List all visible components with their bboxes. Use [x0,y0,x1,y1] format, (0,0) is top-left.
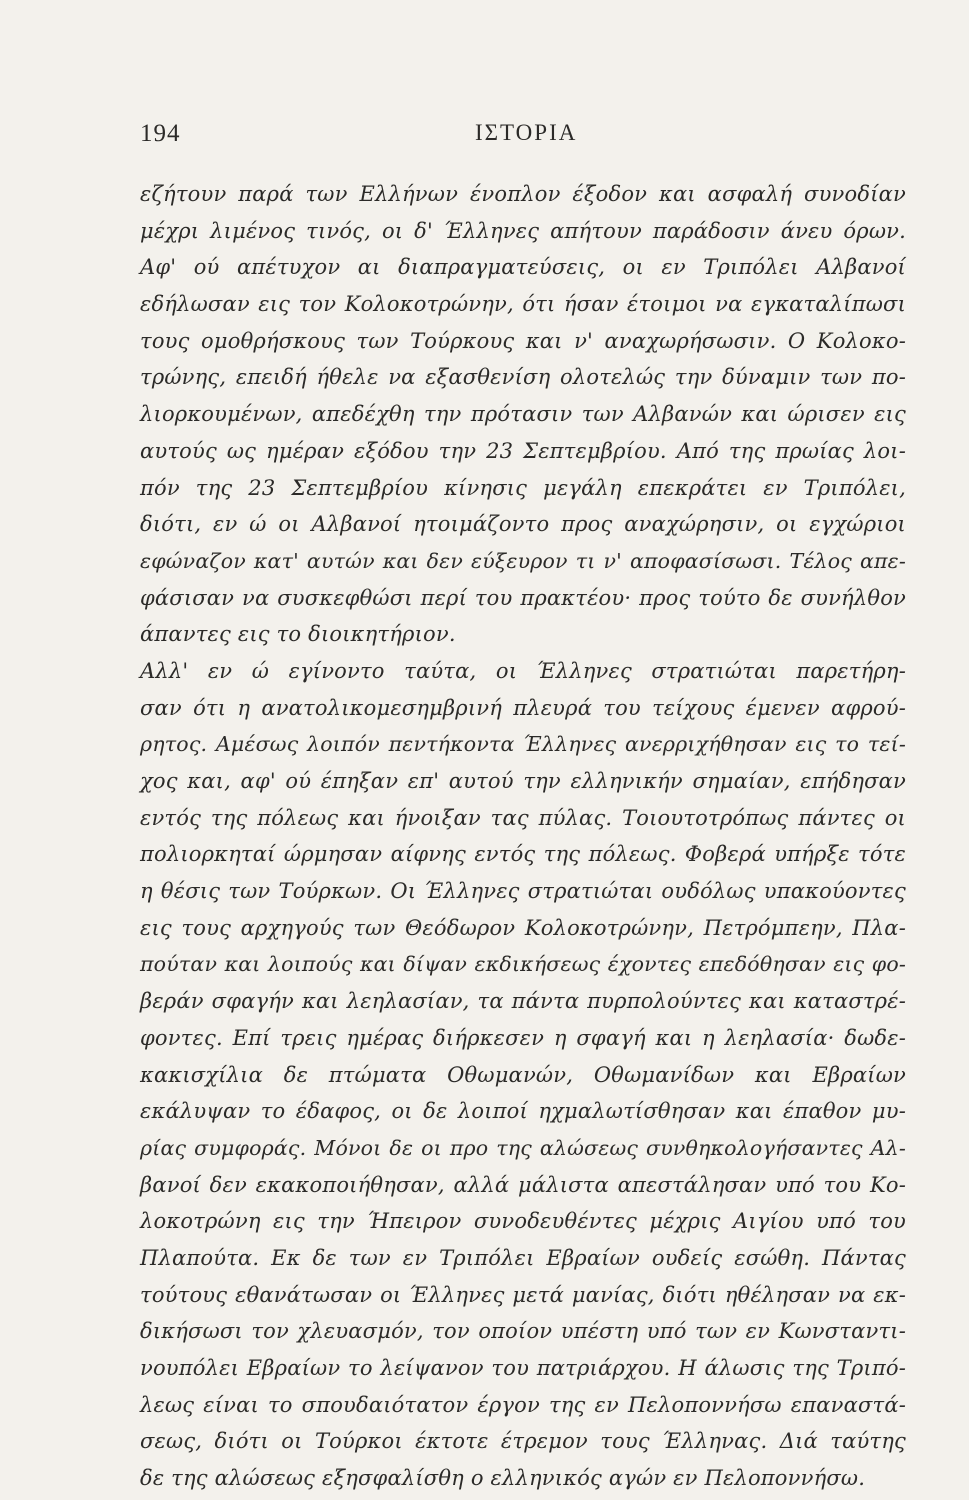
text-line: ρίας συμφοράς. Μόνοι δε οι προ της αλώσεως συνθηκολογήσαντες Αλ- [140,1135,906,1160]
running-title: ΙΣΤΟΡΙΑ [475,120,578,145]
text-line: σαν ότι η ανατολικομεσημβρινή πλευρά του τείχους έμενεν αφρού- [140,695,906,720]
paragraph-end-line: άπαντες εις το διοικητήριον. [140,622,456,647]
text-line: πολιορκηταί ώρμησαν αίφνης εντός της πόλεως. Φοβερά υπήρξε τότε [140,842,906,867]
text-line: βεράν σφαγήν και λεηλασίαν, τα πάντα πυρπολούντες και καταστρέ- [140,989,906,1014]
text-line: φάσισαν να συσκεφθώσι περί του πρακτέου· προς τούτο δε συνήλθον [140,585,906,610]
text-line: η θέσις των Τούρκων. Οι Έλληνες στρατιώται ουδόλως υπακούοντες [140,879,906,904]
text-line: κακισχίλια δε πτώματα Οθωμανών, Οθωμανίδων και Εβραίων [140,1062,906,1087]
text-line: εκάλυψαν το έδαφος, οι δε λοιποί ηχμαλωτίσθησαν και έπαθον μυ- [140,1099,906,1124]
text-line: μέχρι λιμένος τινός, οι δ' Έλληνες απήτουν παράδοσιν άνευ όρων. [140,218,906,243]
text-line: εφώναζον κατ' αυτών και δεν εύξευρον τι ν' αποφασίσωσι. Τέλος απε- [140,548,906,573]
text-line: Αφ' ού απέτυχον αι διαπραγματεύσεις, οι εν Τριπόλει Αλβανοί [140,255,906,280]
text-line: σεως, διότι οι Τούρκοι έκτοτε έτρεμον τους Έλληνας. Διά ταύτης [140,1429,906,1454]
text-line: λεως είναι το σπουδαιότατον έργον της εν Πελοποννήσω επαναστά- [140,1392,906,1417]
page-number: 194 [140,120,181,147]
text-line: τρώνης, επειδή ήθελε να εξασθενίση ολοτελώς την δύναμιν των πο- [140,365,906,390]
text-line: πούταν και λοιπούς και δίψαν εκδικήσεως έχοντες επεδόθησαν εις φο- [140,952,906,977]
text-line: ρητος. Αμέσως λοιπόν πεντήκοντα Έλληνες ανερριχήθησαν εις το τεί- [140,732,906,757]
text-line: αυτούς ως ημέραν εξόδου την 23 Σεπτεμβρίου. Από της πρωίας λοι- [140,438,906,463]
text-line: πόν της 23 Σεπτεμβρίου κίνησις μεγάλη επεκράτει εν Τριπόλει, [140,475,906,500]
text-line: βανοί δεν εκακοποιήθησαν, αλλά μάλιστα απεστάλησαν υπό του Κο- [140,1172,906,1197]
text-line: λιορκουμένων, απεδέχθη την πρότασιν των Αλβανών και ώρισεν εις [140,402,906,427]
text-line: χος και, αφ' ού έπηξαν επ' αυτού την ελληνικήν σημαίαν, επήδησαν [140,769,906,793]
text-line: τους ομοθρήσκους των Τούρκους και ν' αναχωρήσωσιν. Ο Κολοκο- [140,328,906,353]
text-line: νουπόλει Εβραίων το λείψανον του πατριάρχου. Η άλωσις της Τριπό- [140,1356,906,1380]
page-header [140,120,910,160]
body-text [140,176,906,1497]
text-line: φοντες. Επί τρεις ημέρας διήρκεσεν η σφαγή και η λεηλασία· δωδε- [140,1025,906,1050]
text-line: εις τους αρχηγούς των Θεόδωρον Κολοκοτρώνην, Πετρόμπεην, Πλα- [140,915,906,940]
text-line: Πλαπούτα. Εκ δε των εν Τριπόλει Εβραίων ουδείς εσώθη. Πάντας [140,1245,906,1270]
text-line: λοκοτρώνη εις την Ήπειρον συνοδευθέντες μέχρις Αιγίου υπό του [140,1209,906,1234]
text-line: εζήτουν παρά των Ελλήνων ένοπλον έξοδον και ασφαλή συνοδίαν [140,182,906,206]
paragraph-end-line: δε της αλώσεως εξησφαλίσθη ο ελληνικός αγών εν Πελοποννήσω. [140,1466,866,1491]
text-line: δικήσωσι τον χλευασμόν, τον οποίον υπέστη υπό των εν Κωνσταντι- [140,1319,906,1344]
text-line: εντός της πόλεως και ήνοιξαν τας πύλας. Τοιουτοτρόπως πάντες οι [140,805,906,830]
paragraph-start-line: Αλλ' εν ώ εγίνοντο ταύτα, οι Έλληνες στρατιώται παρετήρη- [140,658,906,683]
text-line: εδήλωσαν εις τον Κολοκοτρώνην, ότι ήσαν έτοιμοι να εγκαταλίπωσι [140,292,906,317]
text-line: διότι, εν ώ οι Αλβανοί ητοιμάζοντο προς αναχώρησιν, οι εγχώριοι [140,512,906,537]
text-line: τούτους εθανάτωσαν οι Έλληνες μετά μανίας, διότι ηθέλησαν να εκ- [140,1282,906,1307]
